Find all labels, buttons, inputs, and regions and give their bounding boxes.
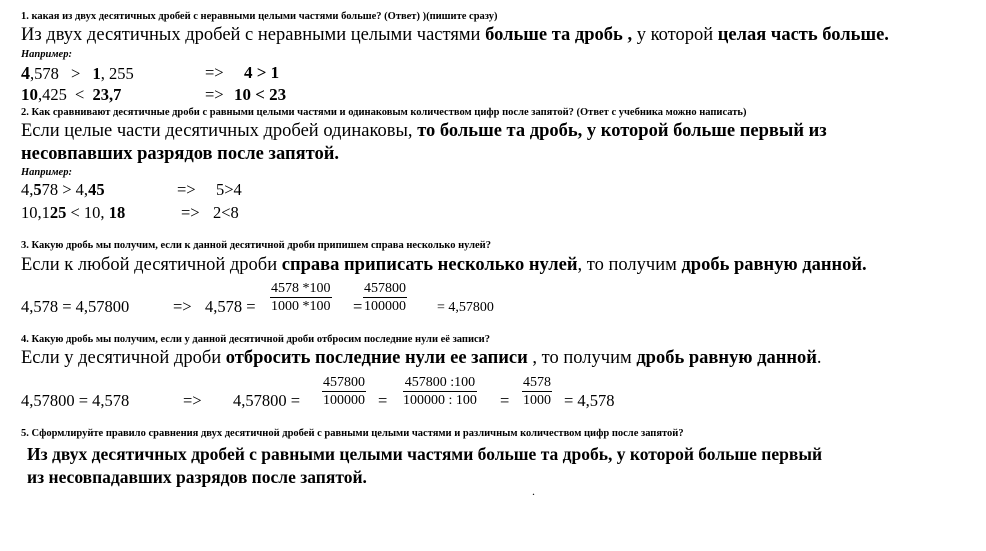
- q3-arrow: =>: [173, 297, 192, 316]
- example-2a-a2: 5: [33, 180, 42, 199]
- example-2a-a3: 78: [41, 180, 59, 199]
- example-1a-arrow: =>: [205, 63, 224, 82]
- q4-fraction-3-denominator: 1000: [523, 393, 551, 408]
- example-1a-b-frac: , 255: [100, 64, 134, 83]
- example-1a-b-int: 1: [92, 64, 101, 83]
- question-2: 2. Как сравнивают десятичные дроби с равными целыми частями и одинаковым количеством цифр после запятой? (Ответ с учебника можно написать): [21, 107, 747, 118]
- question-1: 1. какая из двух десятичных дробей с неравными целыми частями больше? (Ответ) )(пишите сразу): [21, 11, 498, 22]
- example-1b-op: <: [75, 85, 85, 104]
- q3-fraction-1-denominator: 1000 *100: [271, 299, 331, 314]
- q4-eq-sign-2: =: [500, 391, 510, 410]
- q4-fraction-1: [322, 375, 366, 408]
- example-2a-a1: 4,: [21, 180, 34, 199]
- q4-eq-left: 4,57800 = 4,578: [21, 391, 130, 410]
- q3-fraction-2: [363, 281, 407, 314]
- stray-dot: .: [532, 484, 535, 498]
- example-label-1: Например:: [21, 49, 72, 60]
- answer-1-bold1: больше та дробь ,: [485, 25, 633, 45]
- answer-3-bold1: справа приписать несколько нулей: [281, 255, 578, 275]
- example-2a-b2: 45: [88, 180, 105, 199]
- q4-fraction-2: [403, 375, 477, 408]
- q3-eq-mid: 4,578 =: [205, 297, 256, 316]
- answer-2-part1: Если целые части десятичных дробей одинаковы,: [21, 121, 418, 141]
- q3-fraction-1-numerator: 4578 *100: [271, 281, 331, 296]
- question-3: 3. Какую дробь мы получим, если к данной десятичной дроби припишем справа несколько нулей?: [21, 240, 491, 251]
- answer-1-part2: у которой: [632, 25, 718, 45]
- answer-4-bold2: дробь равную данной: [636, 348, 817, 368]
- question-5: 5. Сформлируйте правило сравнения двух десятичной дробей с равными целыми частями и различным количеством цифр после запятой?: [21, 428, 684, 439]
- example-2b-arrow: =>: [181, 203, 200, 222]
- example-1b-frac: ,425: [38, 85, 67, 104]
- q4-eq-sign-1: =: [378, 391, 388, 410]
- example-1a: [21, 63, 134, 84]
- answer-2-bold1: то больше та дробь, у которой больше первый из: [417, 121, 827, 141]
- example-1b-int: 10: [21, 85, 38, 104]
- example-2b-b2: 18: [108, 203, 126, 222]
- q4-eq-right: = 4,578: [564, 391, 615, 410]
- answer-4-bold1: отбросить последние нули ее записи: [225, 348, 528, 368]
- q4-fraction-3-numerator: 4578: [523, 375, 551, 390]
- answer-3-bold2: дробь равную данной.: [681, 255, 867, 275]
- example-2b-op: < 10,: [66, 203, 109, 222]
- answer-4: [21, 348, 822, 369]
- example-1a-result: 4 > 1: [244, 63, 280, 82]
- example-2b-a1: 10,1: [21, 203, 50, 222]
- answer-3-part1: Если к любой десятичной дроби: [21, 255, 282, 275]
- example-1a-op: >: [71, 64, 81, 83]
- example-1b-arrow: =>: [205, 85, 224, 104]
- q4-eq-mid: 4,57800 =: [233, 391, 301, 410]
- answer-4-part1: Если у десятичной дроби: [21, 348, 226, 368]
- q3-eq-sign: =: [353, 297, 363, 316]
- answer-2-bold2: несовпавших разрядов после запятой.: [21, 144, 339, 164]
- q3-fraction-1: [270, 281, 332, 314]
- example-2b: [21, 203, 125, 223]
- answer-1-part1: Из двух десятичных дробей с неравными целыми частями: [21, 25, 486, 45]
- answer-1-bold2: целая часть больше.: [717, 25, 889, 45]
- example-2a-arrow: =>: [177, 180, 196, 199]
- question-4: 4. Какую дробь мы получим, если у данной десятичной дроби отбросим последние нули её записи?: [21, 334, 490, 345]
- answer-3-part2: , то получим: [577, 255, 682, 275]
- q3-eq-left: 4,578 = 4,57800: [21, 297, 130, 316]
- answer-2-line2: [21, 144, 339, 165]
- example-1b: [21, 85, 121, 105]
- answer-5-line2: из несовпадавших разрядов после запятой.: [27, 467, 367, 487]
- example-label-2: Например:: [21, 167, 72, 178]
- answer-5-line1: Из двух десятичных дробей с равными целыми частями больше та дробь, у которой больше первый: [27, 444, 823, 464]
- example-1b-b: 23,7: [92, 85, 122, 104]
- example-1a-frac: ,578: [30, 64, 59, 83]
- example-2b-a2: 25: [49, 203, 67, 222]
- example-1a-int: 4: [21, 63, 30, 83]
- example-1b-result: 10 < 23: [234, 85, 287, 104]
- answer-4-part2: , то получим: [527, 348, 637, 368]
- example-2a-op: > 4,: [58, 180, 89, 199]
- q4-fraction-2-numerator: 457800 :100: [404, 375, 476, 390]
- q3-eq-right: = 4,57800: [437, 300, 494, 315]
- q4-fraction-1-numerator: 457800: [323, 375, 365, 390]
- example-2a: [21, 180, 105, 200]
- q4-fraction-2-denominator: 100000 : 100: [403, 393, 477, 408]
- answer-3: [21, 255, 867, 276]
- q3-fraction-2-numerator: 457800: [364, 281, 406, 296]
- answer-1: [21, 25, 889, 46]
- q4-fraction-1-denominator: 100000: [323, 393, 365, 408]
- q4-fraction-3: [522, 375, 552, 408]
- example-2b-result: 2<8: [213, 203, 239, 222]
- example-2a-result: 5>4: [216, 180, 242, 199]
- q3-fraction-2-denominator: 100000: [364, 299, 406, 314]
- answer-2-line1: [21, 121, 827, 142]
- q4-arrow: =>: [183, 391, 202, 410]
- answer-4-part3: .: [816, 348, 822, 368]
